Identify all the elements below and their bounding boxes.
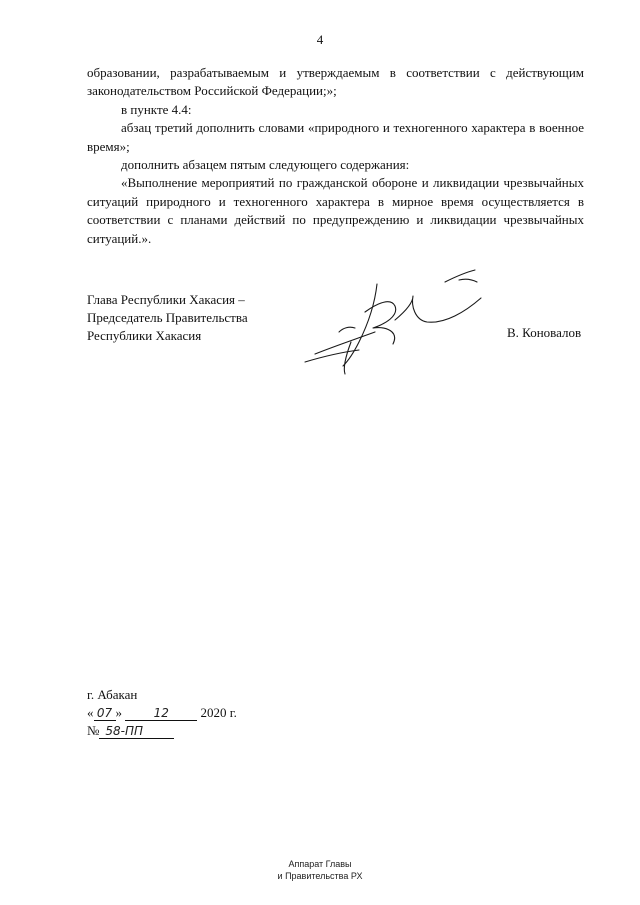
date-open-quote: « bbox=[87, 705, 94, 720]
footer-stamp-line: и Правительства РХ bbox=[277, 871, 363, 881]
place-date-number bbox=[87, 686, 237, 740]
document-number: 58-ПП bbox=[99, 724, 174, 739]
date-day: 07 bbox=[94, 706, 116, 721]
date-month: 12 bbox=[125, 706, 197, 721]
city: г. Абакан bbox=[87, 687, 138, 702]
paragraph: в пункте 4.4: bbox=[121, 101, 192, 117]
date-line bbox=[87, 704, 237, 722]
page-number: 4 bbox=[316, 32, 324, 47]
handwritten-signature bbox=[295, 262, 495, 377]
paragraph: абзац третий дополнить словами «природного и техногенного характера в военное время»; bbox=[87, 120, 584, 154]
signatory-title-line: Председатель Правительства bbox=[87, 310, 248, 325]
paragraph: образовании, разрабатываемым и утверждаемым в соответствии с действующим законодательством Российской Федерации;»; bbox=[87, 65, 584, 99]
footer-stamp-line: Аппарат Главы bbox=[288, 859, 352, 869]
date-close-quote: » bbox=[115, 705, 122, 720]
date-year: 2020 г. bbox=[200, 705, 237, 720]
paragraph: «Выполнение мероприятий по гражданской обороне и ликвидации чрезвычайных ситуаций природного и техногенного характера в мирное время осуществляется в соответствии с планами действий по предупреждению и ликвидации чрезвычайных ситуаций.». bbox=[87, 175, 584, 246]
signatory-title-line: Глава Республики Хакасия – bbox=[87, 292, 245, 307]
footer-stamp bbox=[0, 858, 640, 882]
signatory-name: В. Коновалов bbox=[507, 325, 582, 340]
signatory-title-line: Республики Хакасия bbox=[87, 328, 202, 343]
number-label: № bbox=[87, 723, 100, 738]
signatory-title bbox=[87, 291, 248, 345]
document-body bbox=[87, 64, 584, 248]
number-line bbox=[87, 722, 237, 740]
paragraph: дополнить абзацем пятым следующего содержания: bbox=[121, 157, 410, 173]
